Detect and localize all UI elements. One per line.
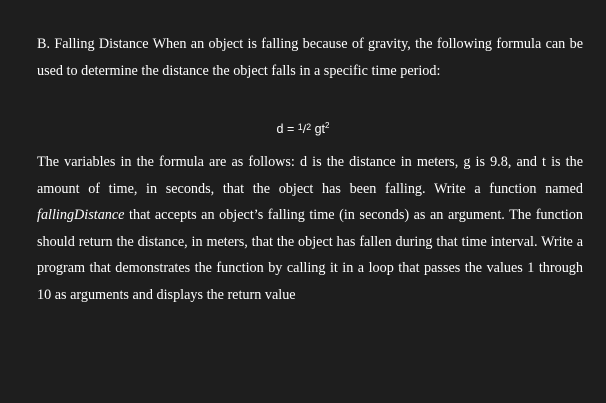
formula-term: gt [311, 122, 326, 136]
instructions-text-before: The variables in the formula are as follows: d is the distance in meters, g is 9.8, and t is the amount of time, in seconds, that the object has been falling. Write a function named [37, 154, 583, 197]
formula-fraction-slash: / [302, 122, 307, 136]
instructions-text-after: that accepts an object’s falling time (in seconds) as an argument. The function should return the distance, in meters, that the object has fallen during that time interval. Write a program that demonstrates the function by calling it in a loop that passes the values 1 through 10 as arguments and displays the return value [37, 207, 583, 303]
problem-instructions-paragraph [37, 149, 583, 308]
formula-fraction-numerator: 1 [297, 122, 303, 132]
formula-exponent: 2 [325, 121, 330, 130]
function-name: fallingDistance [37, 207, 125, 223]
formula-fraction-denominator: 2 [306, 122, 312, 132]
falling-distance-formula [0, 117, 606, 138]
problem-intro-paragraph: B. Falling Distance When an object is falling because of gravity, the following formula can be used to determine the distance the object falls in a specific time period: [37, 36, 583, 79]
formula-lhs: d = [276, 122, 298, 136]
